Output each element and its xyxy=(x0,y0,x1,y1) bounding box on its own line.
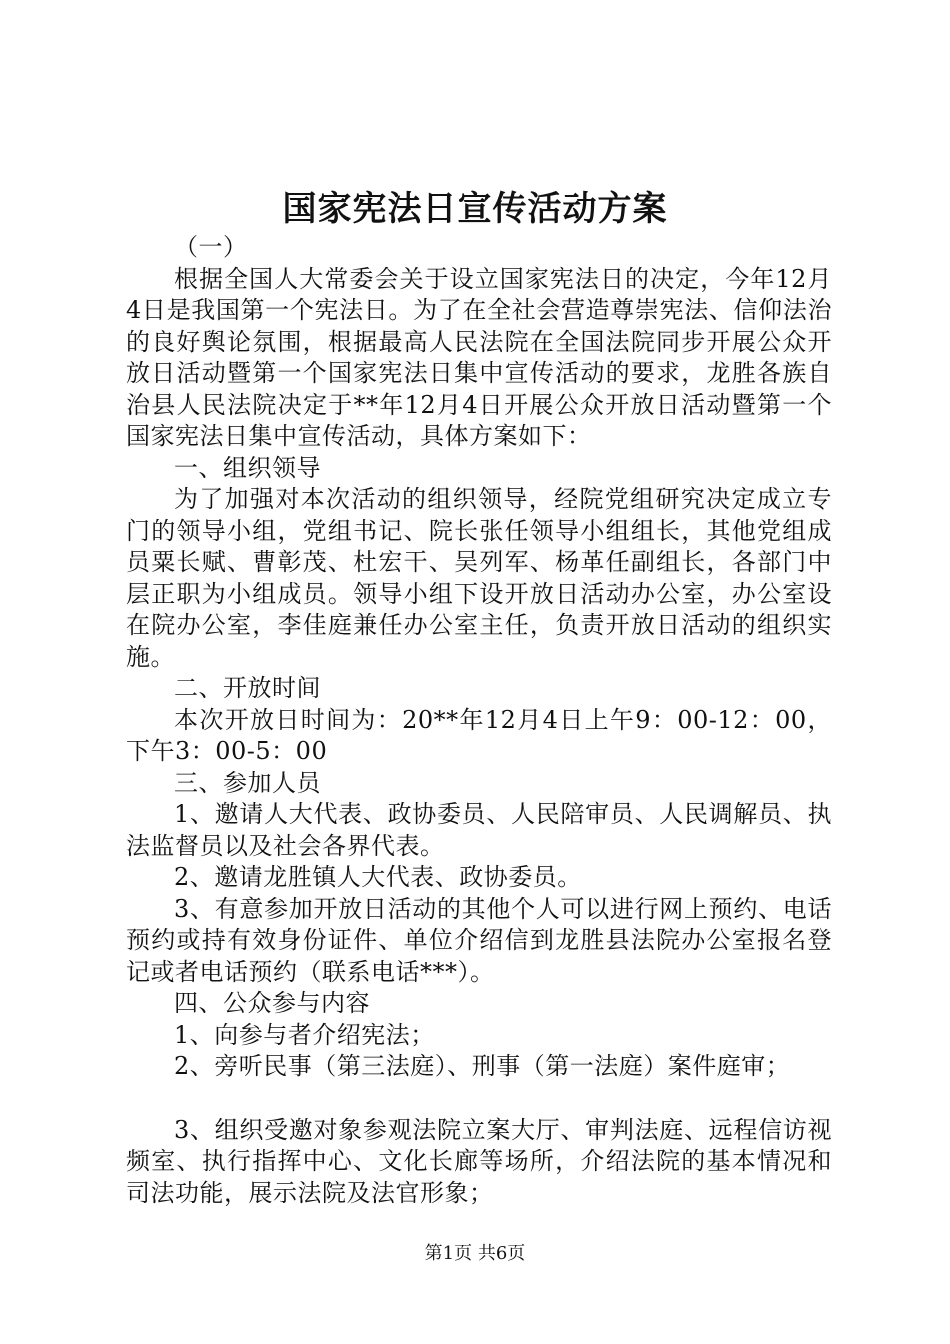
paragraph-intro: 根据全国人大常委会关于设立国家宪法日的决定，今年12月4日是我国第一个宪法日。为了在全社会营造尊崇宪法、信仰法治的良好舆论氛围，根据最高人民法院在全国法院同步开展公众开放日活动暨第一个国家宪法日集中宣传活动的要求，龙胜各族自治县人民法院决定于**年12月4日开展公众开放日活动暨第一个国家宪法日集中宣传活动，具体方案如下： xyxy=(126,264,832,450)
paragraph-participants-2: 2、邀请龙胜镇人大代表、政协委员。 xyxy=(174,863,582,891)
paragraph-content-3: 3、组织受邀对象参观法院立案大厅、审判法庭、远程信访视频室、执行指挥中心、文化长廊等场所，介绍法院的基本情况和司法功能，展示法院及法官形象； xyxy=(126,1115,832,1207)
document-body xyxy=(126,232,832,1209)
paragraph-content-1: 1、向参与者介绍宪法； xyxy=(174,1020,435,1049)
heading-participants: 三、参加人员 xyxy=(174,768,321,797)
heading-open-time: 二、开放时间 xyxy=(174,674,321,702)
paragraph-participants-3: 3、有意参加开放日活动的其他个人可以进行网上预约、电话预约或持有效身份证件、单位介绍信到龙胜县法院办公室报名登记或者电话预约（联系电话***）。 xyxy=(126,894,832,986)
document-title: 国家宪法日宣传活动方案 xyxy=(282,189,668,229)
paragraph-section-marker: （一） xyxy=(174,233,248,261)
paragraph-participants-1: 1、邀请人大代表、政协委员、人民陪审员、人民调解员、执法监督员以及社会各界代表。 xyxy=(126,800,832,860)
heading-organization: 一、组织领导 xyxy=(174,453,321,482)
paragraph-organization: 为了加强对本次活动的组织领导，经院党组研究决定成立专门的领导小组，党组书记、院长张任领导小组组长，其他党组成员粟长赋、曹彰茂、杜宏干、吴列军、杨革任副组长，各部门中层正职为小组成员。领导小组下设开放日活动办公室，办公室设在院办公室，李佳庭兼任办公室主任，负责开放日活动的组织实施。 xyxy=(126,485,832,671)
paragraph-content-2: 2、旁听民事（第三法庭）、刑事（第一法庭）案件庭审； xyxy=(174,1052,791,1080)
paragraph-open-time: 本次开放日时间为：20**年12月4日上午9：00-12：00，下午3：00-5：00 xyxy=(126,705,832,765)
heading-public-content: 四、公众参与内容 xyxy=(174,989,370,1017)
page-number-footer: 第1页 共6页 xyxy=(424,1243,526,1264)
